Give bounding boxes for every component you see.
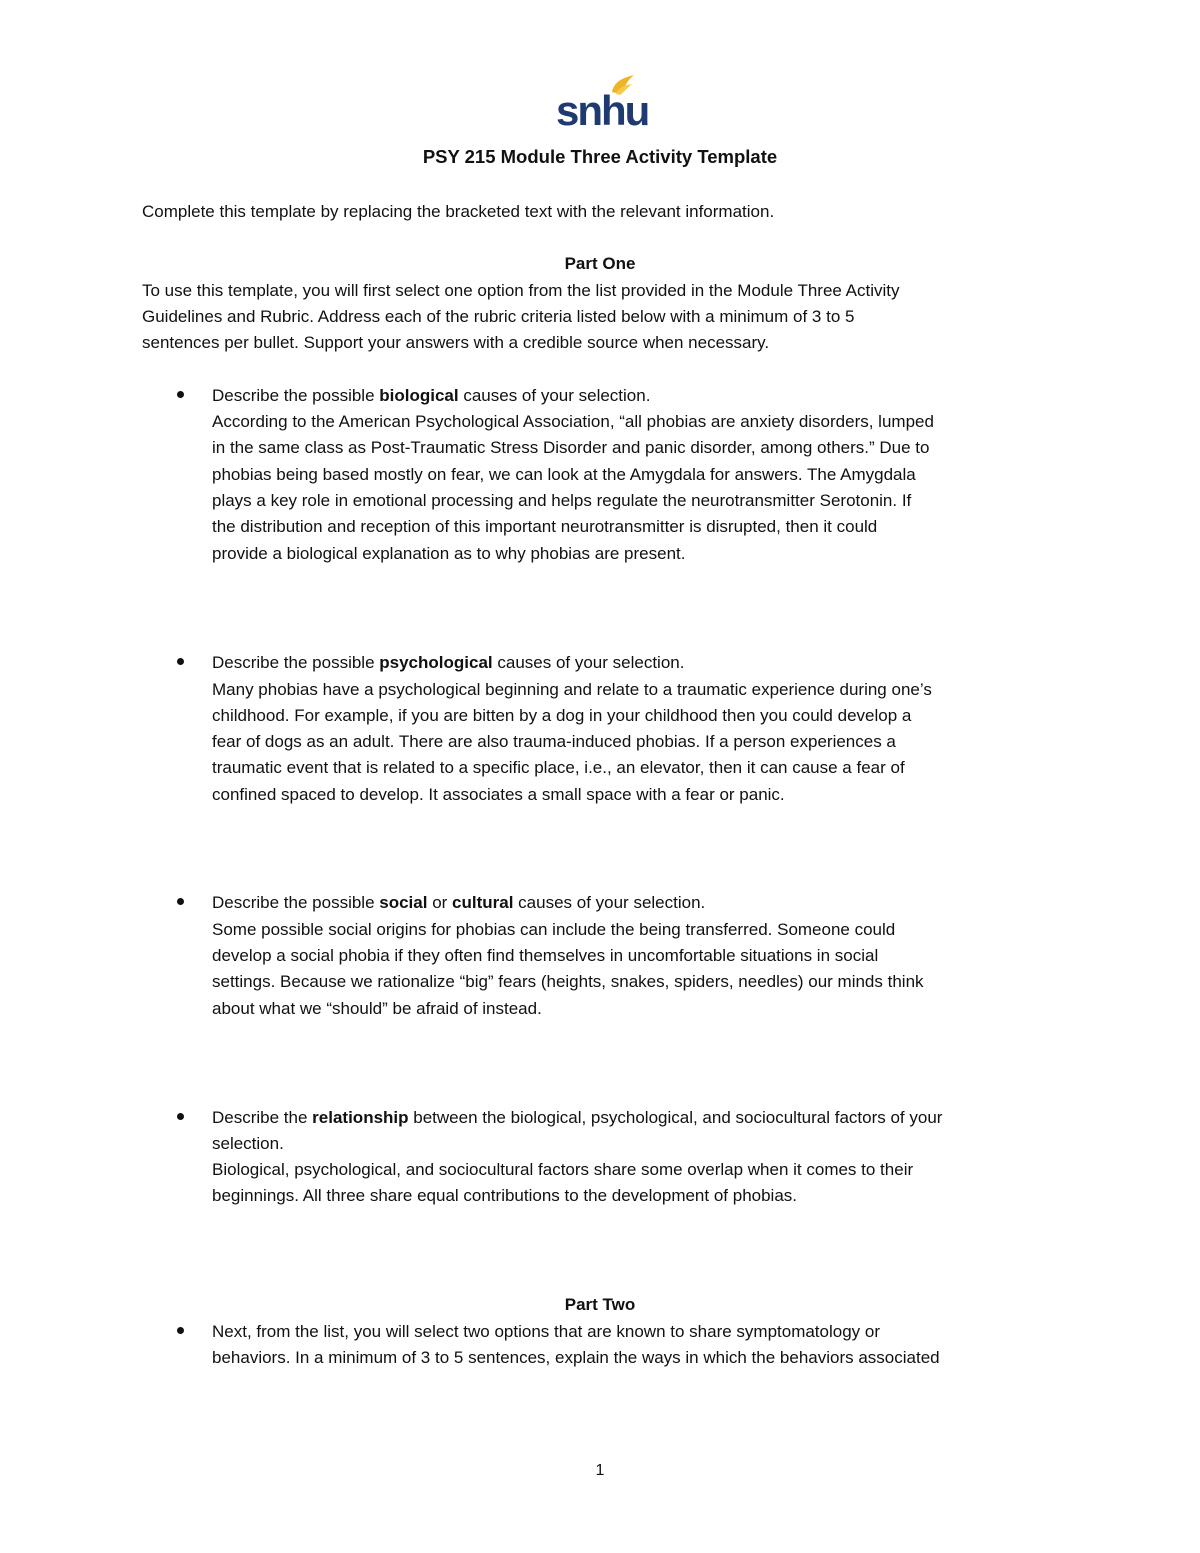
bullet-icon — [177, 1327, 184, 1334]
part-two-heading: Part Two — [564, 1295, 636, 1314]
answer-line: childhood. For example, if you are bitten by a dog in your childhood then you could develop a — [212, 706, 912, 725]
prompt-text: between the biological, psychological, and sociocultural factors of your — [408, 1108, 943, 1127]
part-two-line: Next, from the list, you will select two options that are known to share symptomatology or — [212, 1322, 881, 1341]
instruction-line: To use this template, you will first select one option from the list provided in the Module Three Activity — [142, 281, 900, 300]
answer-line: traumatic event that is related to a specific place, i.e., an elevator, then it can cause a fear of — [212, 758, 905, 777]
snhu-logo — [556, 74, 649, 134]
answer-line: Some possible social origins for phobias can include the being transferred. Someone could — [212, 920, 896, 939]
bullet-icon — [177, 391, 184, 398]
answer-line: in the same class as Post-Traumatic Stress Disorder and panic disorder, among others.” Due to — [212, 438, 930, 457]
answer-line: Biological, psychological, and sociocultural factors share some overlap when it comes to their — [212, 1160, 914, 1179]
answer-line: develop a social phobia if they often find themselves in uncomfortable situations in social — [212, 946, 879, 965]
answer-line: about what we “should” be afraid of instead. — [212, 999, 542, 1018]
page-number: 1 — [595, 1462, 605, 1479]
part-one-heading: Part One — [564, 254, 636, 273]
prompt-keyword: social — [379, 893, 428, 912]
instruction-line: Guidelines and Rubric. Address each of the rubric criteria listed below with a minimum of 3 to 5 — [142, 307, 855, 326]
prompt-text: Describe the — [212, 1108, 313, 1127]
bullet-prompt-psychological — [212, 650, 684, 676]
prompt-keyword: relationship — [312, 1108, 409, 1127]
answer-line: the distribution and reception of this important neurotransmitter is disrupted, then it could — [212, 517, 878, 536]
answer-line: Many phobias have a psychological beginning and relate to a traumatic experience during one’s — [212, 680, 932, 699]
prompt-text: Describe the possible — [212, 893, 380, 912]
part-two-line: behaviors. In a minimum of 3 to 5 sentences, explain the ways in which the behaviors associated — [212, 1348, 940, 1367]
answer-line: fear of dogs as an adult. There are also trauma-induced phobias. If a person experiences a — [212, 732, 896, 751]
bullet-prompt-biological — [212, 383, 650, 409]
intro-text: Complete this template by replacing the bracketed text with the relevant information. — [142, 202, 775, 221]
prompt-text: Describe the possible — [212, 653, 380, 672]
bullet-prompt-relationship — [212, 1105, 942, 1131]
bullet-icon — [177, 898, 184, 905]
prompt-text: causes of your selection. — [458, 386, 651, 405]
prompt-keyword: biological — [379, 386, 459, 405]
answer-line: confined spaced to develop. It associates a small space with a fear or panic. — [212, 785, 785, 804]
prompt-keyword: cultural — [452, 893, 514, 912]
bullet-icon — [177, 658, 184, 665]
snhu-wordmark: snhu — [556, 87, 649, 134]
prompt-line: selection. — [212, 1134, 284, 1153]
prompt-text: causes of your selection. — [513, 893, 706, 912]
bullet-icon — [177, 1113, 184, 1120]
answer-line: settings. Because we rationalize “big” fears (heights, snakes, spiders, needles) our minds think — [212, 972, 924, 991]
bullet-prompt-social-cultural — [212, 890, 705, 916]
instruction-line: sentences per bullet. Support your answers with a credible source when necessary. — [142, 333, 770, 352]
prompt-text: Describe the possible — [212, 386, 380, 405]
answer-line: According to the American Psychological Association, “all phobias are anxiety disorders, lumped — [212, 412, 934, 431]
answer-line: provide a biological explanation as to why phobias are present. — [212, 544, 686, 563]
page-title: PSY 215 Module Three Activity Template — [422, 146, 778, 167]
answer-line: phobias being based mostly on fear, we can look at the Amygdala for answers. The Amygdala — [212, 465, 916, 484]
prompt-text: or — [427, 893, 453, 912]
prompt-text: causes of your selection. — [492, 653, 685, 672]
prompt-keyword: psychological — [379, 653, 493, 672]
answer-line: plays a key role in emotional processing and helps regulate the neurotransmitter Serotonin. If — [212, 491, 912, 510]
answer-line: beginnings. All three share equal contributions to the development of phobias. — [212, 1186, 798, 1205]
